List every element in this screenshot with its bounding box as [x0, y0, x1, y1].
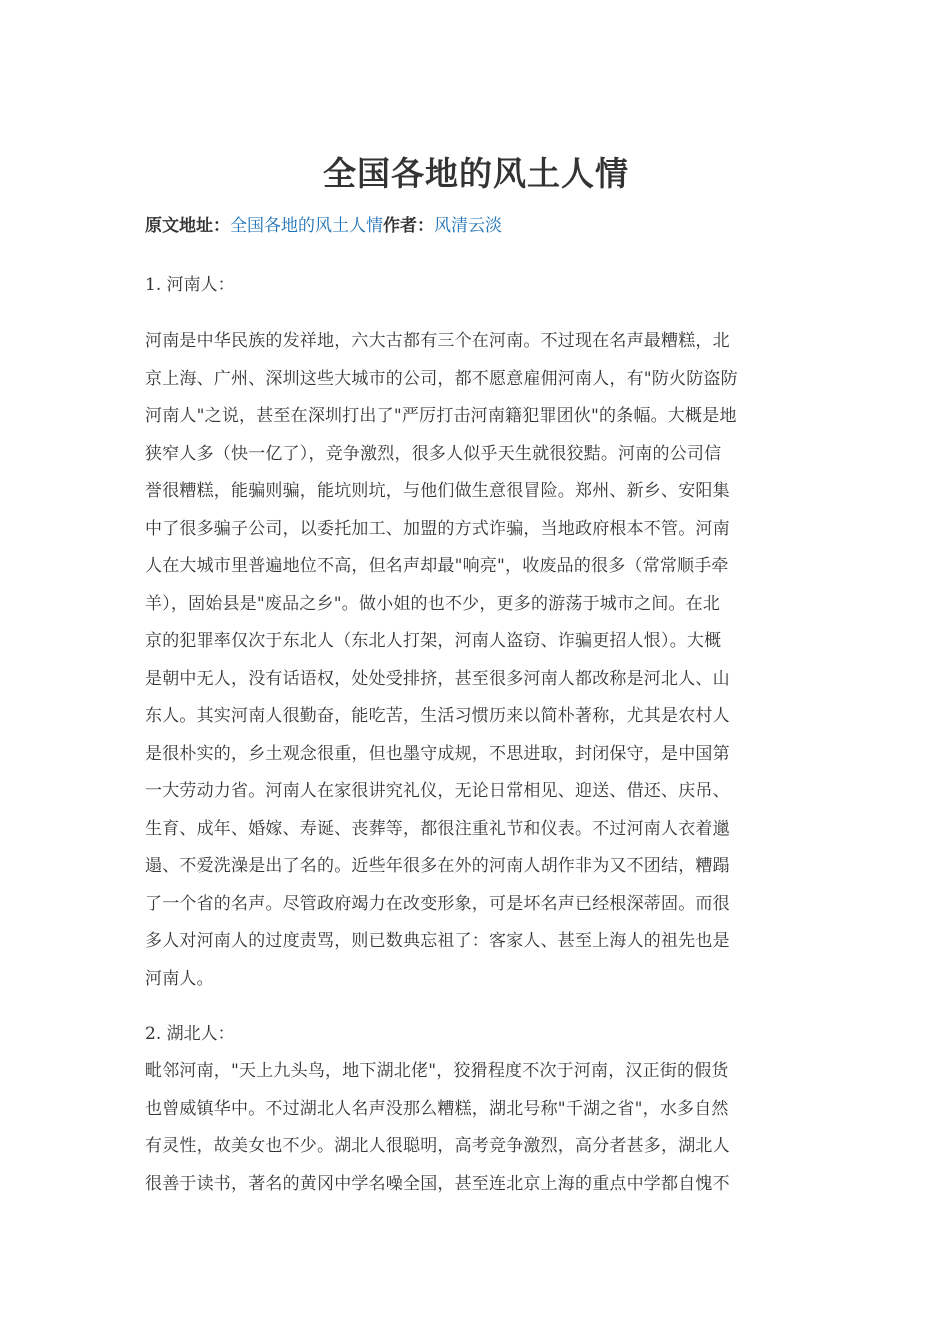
paragraph-line: 了一个省的名声。尽管政府竭力在改变形象，可是坏名声已经根深蒂固。而很 — [145, 893, 730, 914]
paragraph-line: 中了很多骗子公司，以委托加工、加盟的方式诈骗，当地政府根本不管。河南 — [145, 518, 730, 539]
author-link[interactable]: 风清云淡 — [434, 216, 502, 236]
paragraph-line: 羊），固始县是"废品之乡"。做小姐的也不少，更多的游荡于城市之间。在北 — [145, 593, 721, 614]
paragraph-line: 河南人。 — [145, 968, 214, 989]
paragraph-line: 是朝中无人，没有话语权，处处受排挤，甚至很多河南人都改称是河北人、山 — [145, 668, 730, 689]
page-title: 全国各地的风土人情 — [323, 154, 629, 193]
paragraph-line: 誉很糟糕，能骗则骗，能坑则坑，与他们做生意很冒险。郑州、新乡、安阳集 — [145, 481, 730, 501]
paragraph-line: 京上海、广州、深圳这些大城市的公司，都不愿意雇佣河南人，有"防火防盗防 — [145, 368, 738, 389]
paragraph-line: 也曾威镇华中。不过湖北人名声没那么糟糕，湖北号称"千湖之省"，水多自然 — [145, 1098, 729, 1119]
paragraph-line: 多人对河南人的过度责骂，则已数典忘祖了：客家人、甚至上海人的祖先也是 — [145, 931, 730, 951]
section-body-henan — [145, 323, 807, 998]
author-label: 作者： — [383, 216, 434, 236]
paragraph-line: 东人。其实河南人很勤奋，能吃苦，生活习惯历来以简朴著称，尤其是农村人 — [145, 706, 730, 726]
paragraph-line: 一大劳动力省。河南人在家很讲究礼仪，无论日常相见、迎送、借还、庆吊、 — [145, 781, 730, 801]
section-body-hubei — [145, 1053, 807, 1203]
paragraph-line: 是很朴实的，乡土观念很重，但也墨守成规，不思进取，封闭保守，是中国第 — [145, 743, 730, 764]
paragraph-line: 人在大城市里普遍地位不高，但名声却最"响亮"，收废品的很多（常常顺手牵 — [145, 556, 729, 576]
source-link[interactable]: 全国各地的风土人情 — [230, 216, 383, 236]
paragraph-line: 毗邻河南，"天上九头鸟，地下湖北佬"，狡猾程度不次于河南，汉正街的假货 — [145, 1061, 729, 1081]
paragraph-line: 遢、不爱洗澡是出了名的。近些年很多在外的河南人胡作非为又不团结，糟蹋 — [145, 856, 730, 876]
paragraph-line: 有灵性，故美女也不少。湖北人很聪明，高考竞争激烈，高分者甚多，湖北人 — [145, 1136, 730, 1156]
section-heading-henan: 1. 河南人： — [145, 275, 235, 295]
paragraph-line: 生育、成年、婚嫁、寿诞、丧葬等，都很注重礼节和仪表。不过河南人衣着邋 — [145, 818, 730, 839]
paragraph-line: 狭窄人多（快一亿了），竞争激烈，很多人似乎天生就很狡黠。河南的公司信 — [145, 443, 722, 464]
section-heading-hubei: 2. 湖北人： — [145, 1024, 235, 1044]
paragraph-line: 河南是中华民族的发祥地，六大古都有三个在河南。不过现在名声最糟糕，北 — [145, 331, 730, 351]
article-meta — [145, 212, 807, 240]
paragraph-line: 京的犯罪率仅次于东北人（东北人打架，河南人盗窃、诈骗更招人恨）。大概 — [145, 631, 722, 651]
paragraph-line: 河南人"之说，甚至在深圳打出了"严厉打击河南籍犯罪团伙"的条幅。大概是地 — [145, 406, 737, 426]
paragraph-line: 很善于读书，著名的黄冈中学名噪全国，甚至连北京上海的重点中学都自愧不 — [145, 1173, 730, 1194]
source-label: 原文地址： — [145, 216, 230, 236]
